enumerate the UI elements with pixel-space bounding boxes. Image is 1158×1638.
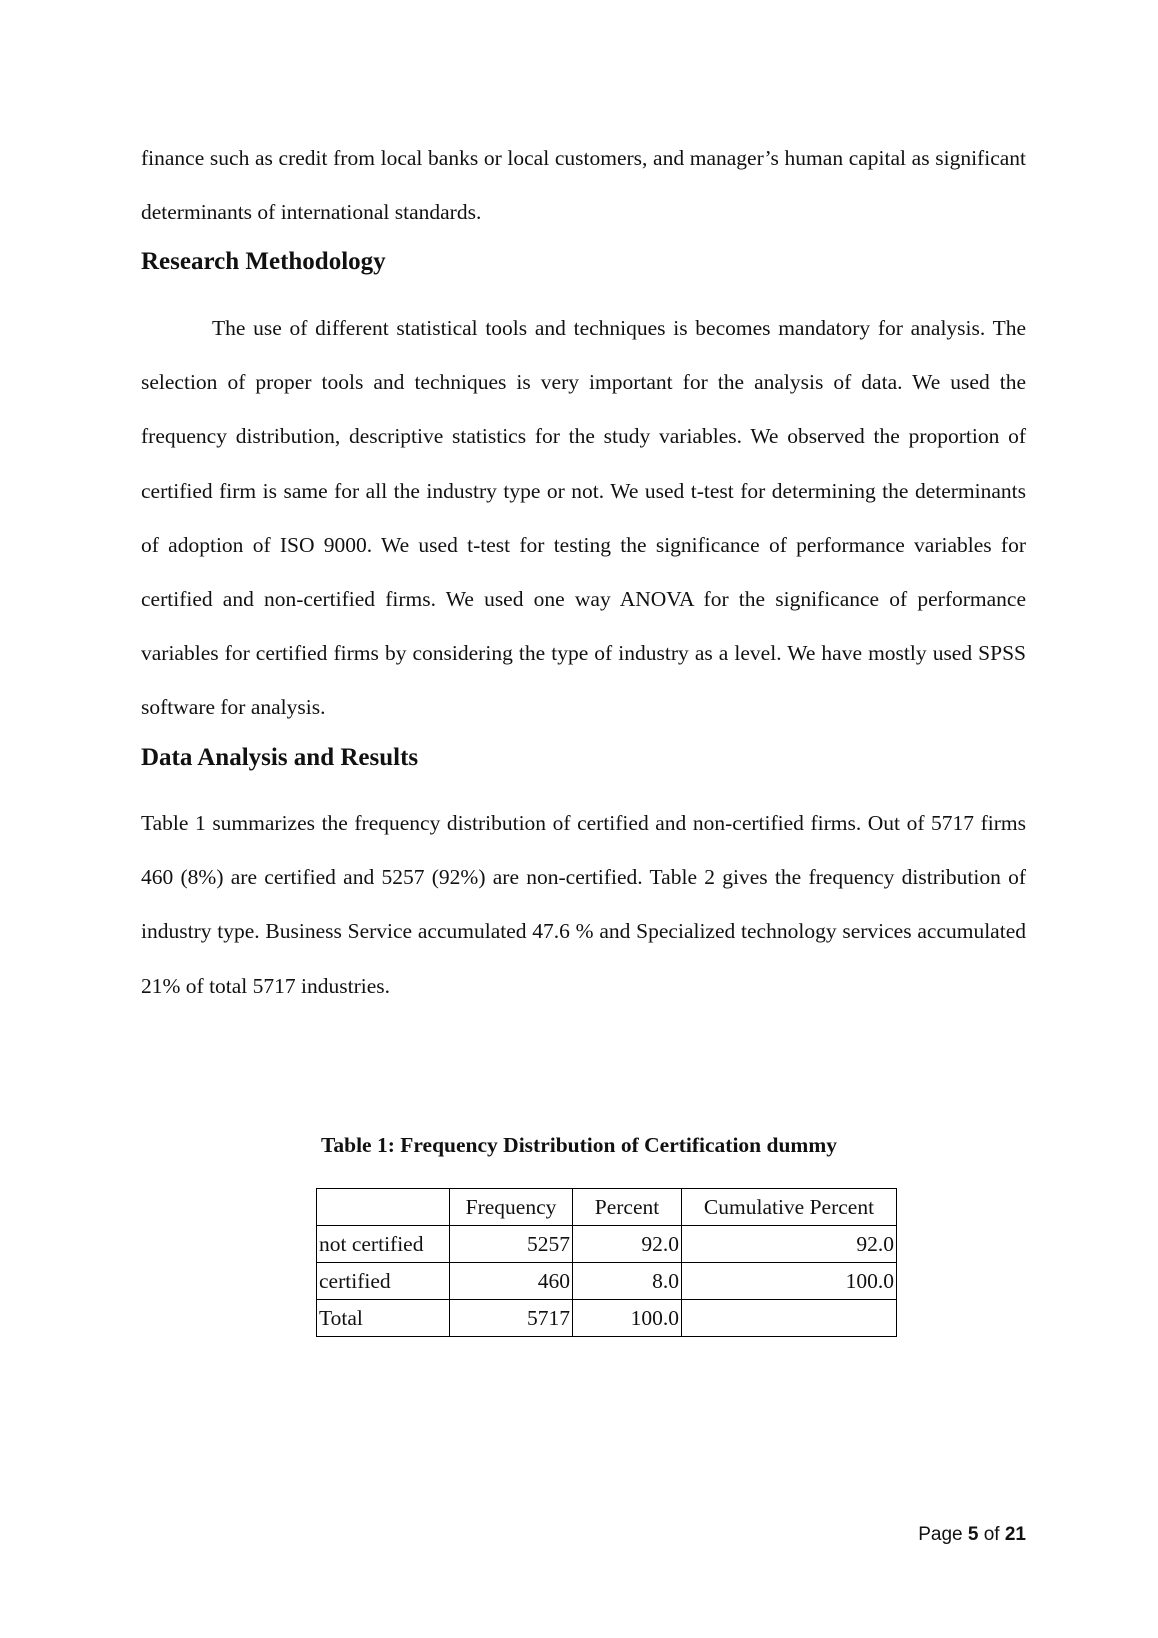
intro-block (141, 131, 1026, 239)
table-cell: 5717 (450, 1300, 573, 1337)
table-cell: 8.0 (573, 1263, 682, 1300)
footer-of-word: of (983, 1524, 1000, 1545)
table-cell (682, 1300, 897, 1337)
table-header-cell: Percent (573, 1189, 682, 1226)
heading-research-methodology: Research Methodology (141, 248, 386, 275)
table-cell-label: Total (317, 1300, 450, 1337)
table-cell: 92.0 (682, 1226, 897, 1263)
table-cell: 460 (450, 1263, 573, 1300)
table-header-row (317, 1189, 897, 1226)
table-cell: 92.0 (573, 1226, 682, 1263)
footer-total-pages: 21 (1004, 1524, 1026, 1545)
page-footer (918, 1524, 1026, 1546)
table-row (317, 1300, 897, 1337)
table-cell: 5257 (450, 1226, 573, 1263)
table-cell-label: certified (317, 1263, 450, 1300)
results-block (141, 796, 1026, 1013)
results-paragraph: Table 1 summarizes the frequency distribution of certified and non-certified firms. Out of 5717 firms 460 (8%) are certified and 5257 (92%) are non-certified. Table 2 gives the frequency distribution of industry type. Business Service accumulated 47.6 % and Specialized technology services accumulated 21% of total 5717 industries. (141, 811, 1026, 998)
table-header-cell: Frequency (450, 1189, 573, 1226)
methodology-block (141, 301, 1026, 735)
footer-page-word: Page (918, 1524, 963, 1545)
table-cell: 100.0 (682, 1263, 897, 1300)
table1-caption: Table 1: Frequency Distribution of Certification dummy (321, 1133, 837, 1157)
intro-paragraph: finance such as credit from local banks or local customers, and manager’s human capital as significant determinants of international standards. (141, 146, 1026, 225)
table-row (317, 1263, 897, 1300)
table-cell-label: not certified (317, 1226, 450, 1263)
table-header-cell (317, 1189, 450, 1226)
table-header-cell: Cumulative Percent (682, 1189, 897, 1226)
table-cell: 100.0 (573, 1300, 682, 1337)
methodology-paragraph: The use of different statistical tools and techniques is becomes mandatory for analysis. The selection of proper tools and techniques is very important for the analysis of data. We used the frequency distribution, descriptive statistics for the study variables. We observed the proportion of certified firm is same for all the industry type or not. We used t-test for determining the determinants of adoption of ISO 9000. We used t-test for testing the significance of performance variables for certified and non-certified firms. We used one way ANOVA for the significance of performance variables for certified firms by considering the type of industry as a level. We have mostly used SPSS software for analysis. (141, 316, 1026, 720)
footer-page-number: 5 (967, 1524, 979, 1545)
table1-frequency-distribution (316, 1188, 897, 1337)
table-row (317, 1226, 897, 1263)
heading-data-analysis: Data Analysis and Results (141, 744, 419, 771)
